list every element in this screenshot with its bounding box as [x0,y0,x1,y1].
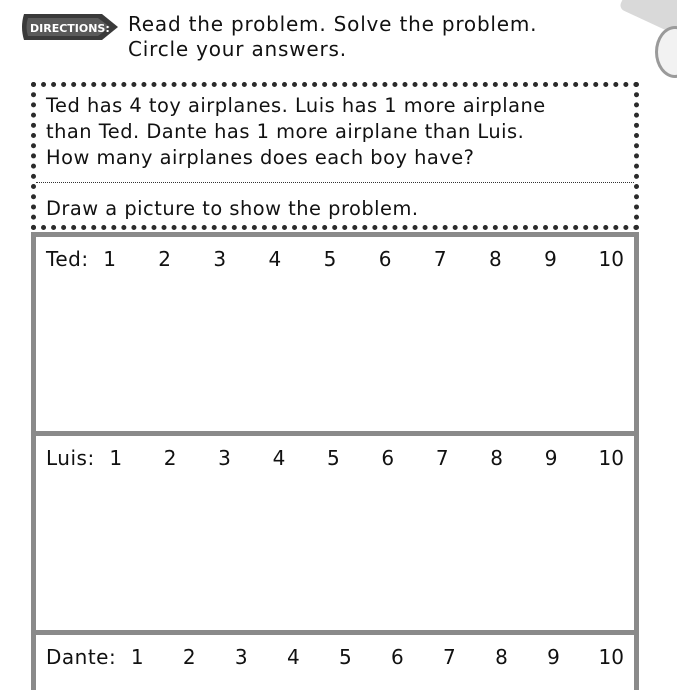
choice-luis-6[interactable]: 6 [381,446,395,470]
choice-dante-4[interactable]: 4 [286,645,300,669]
choice-luis-3[interactable]: 3 [218,446,231,470]
boy-name-luis: Luis: [46,446,95,470]
choice-dante-3[interactable]: 3 [234,645,248,669]
choice-dante-2[interactable]: 2 [182,645,196,669]
choice-dante-10[interactable]: 10 [598,645,624,669]
answer-choices-luis [109,446,624,470]
choice-luis-10[interactable]: 10 [598,446,624,470]
dante-panel[interactable] [31,630,639,690]
boy-name-ted: Ted: [46,247,89,271]
choice-luis-5[interactable]: 5 [327,446,340,470]
choice-ted-7[interactable]: 7 [433,247,447,271]
problem-box [31,82,639,230]
choice-dante-9[interactable]: 9 [547,645,560,669]
choice-luis-2[interactable]: 2 [163,446,177,470]
choice-luis-4[interactable]: 4 [272,446,286,470]
choice-luis-8[interactable]: 8 [490,446,503,470]
choice-ted-1[interactable]: 1 [103,247,116,271]
directions-badge-label: DIRECTIONS: [30,22,110,35]
answer-choices-dante [130,645,624,669]
directions-text: Read the problem. Solve the problem. Circle your answers. [128,12,538,61]
choice-ted-9[interactable]: 9 [544,247,557,271]
choice-dante-7[interactable]: 7 [443,645,456,669]
choice-luis-9[interactable]: 9 [544,446,558,470]
draw-prompt: Draw a picture to show the problem. [46,197,419,220]
directions-badge [18,10,122,44]
problem-text: Ted has 4 toy airplanes. Luis has 1 more airplane than Ted. Dante has 1 more airplane than Luis. How many airplanes does each boy have? [46,94,546,169]
choice-ted-3[interactable]: 3 [213,247,227,271]
choice-ted-6[interactable]: 6 [378,247,392,271]
choice-ted-5[interactable]: 5 [323,247,337,271]
luis-panel[interactable] [31,431,639,635]
choice-dante-5[interactable]: 5 [338,645,352,669]
page-corner-icon [655,26,677,78]
choice-ted-2[interactable]: 2 [158,247,172,271]
choice-luis-7[interactable]: 7 [435,446,449,470]
choice-ted-4[interactable]: 4 [268,247,282,271]
choice-ted-8[interactable]: 8 [488,247,502,271]
choice-dante-8[interactable]: 8 [495,645,508,669]
problem-divider [36,182,634,183]
choice-ted-10[interactable]: 10 [598,247,624,271]
choice-luis-1[interactable]: 1 [109,446,123,470]
boy-name-dante: Dante: [46,645,117,669]
choice-dante-6[interactable]: 6 [391,645,404,669]
choice-dante-1[interactable]: 1 [130,645,144,669]
answer-choices-ted [103,247,624,271]
ted-panel[interactable] [31,232,639,436]
